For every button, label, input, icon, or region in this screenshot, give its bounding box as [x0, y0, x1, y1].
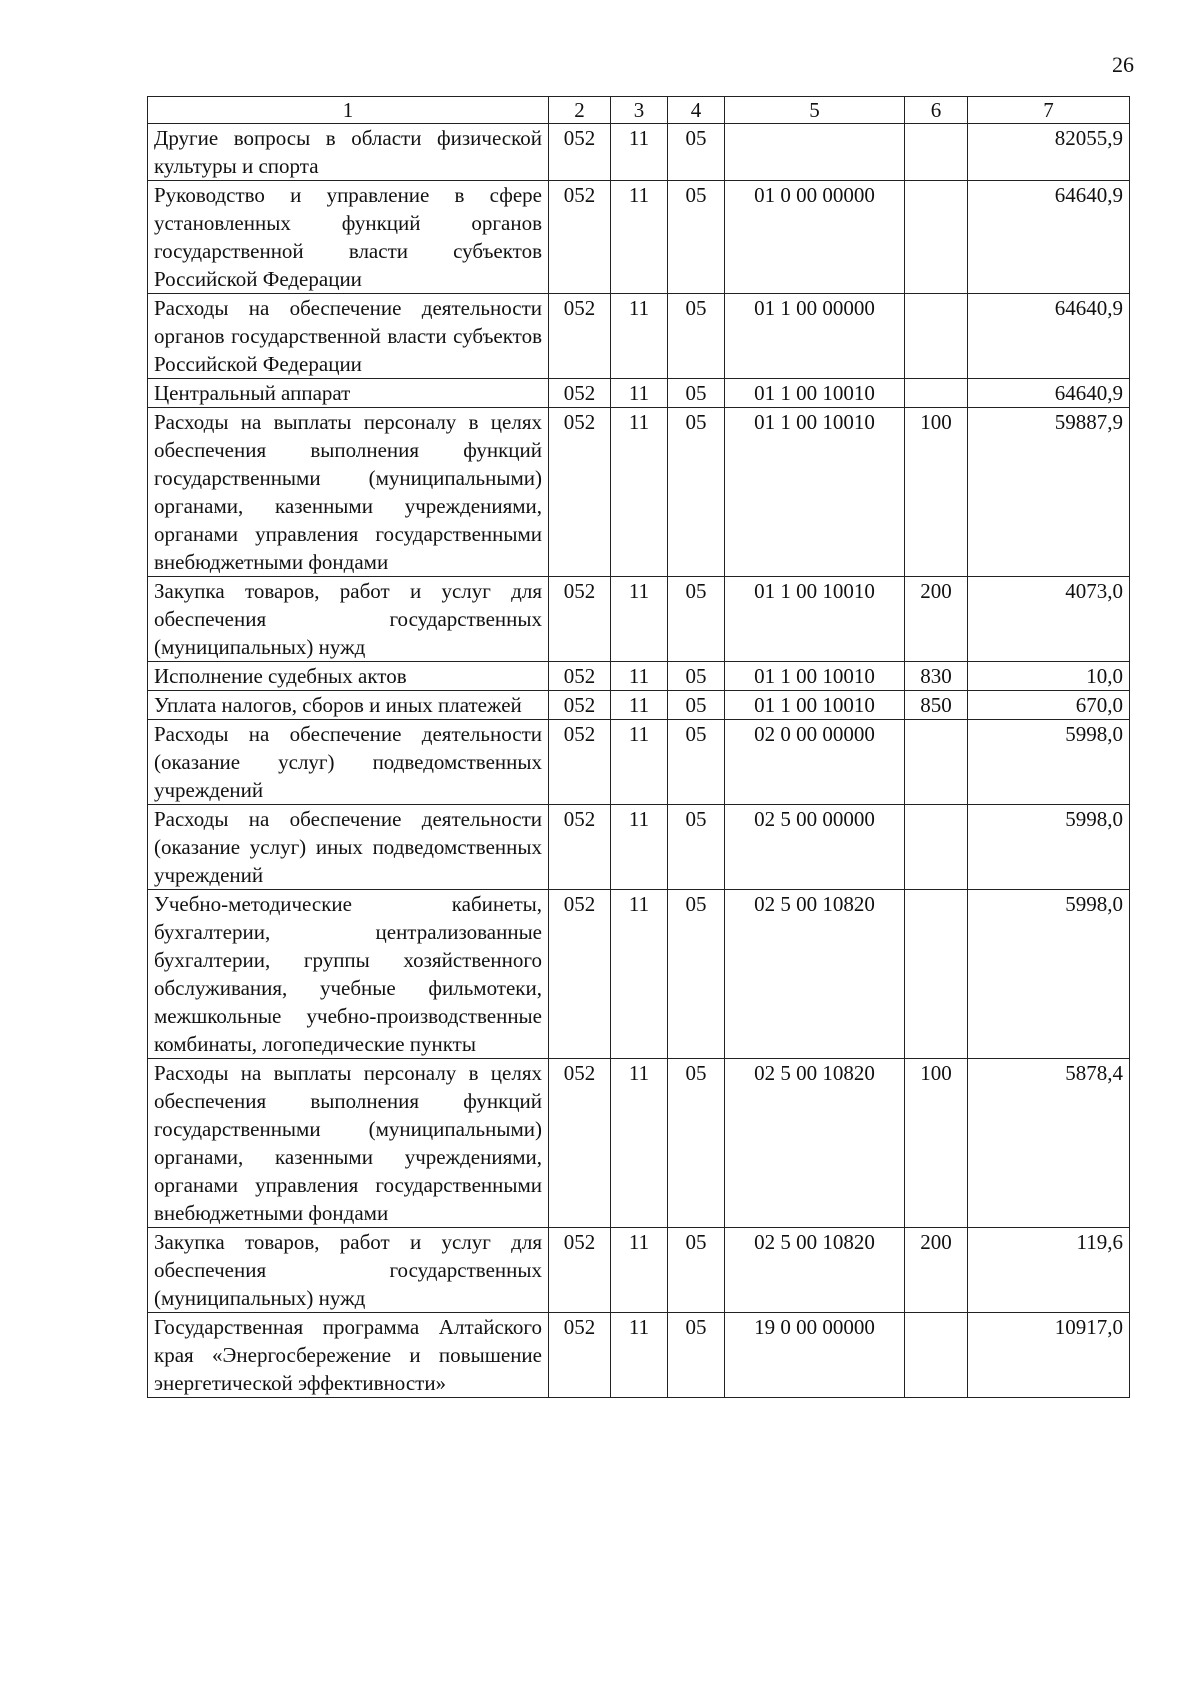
table-row	[148, 662, 1130, 691]
row-ved: 052	[549, 662, 611, 691]
row-name: Расходы на обеспечение деятельности (оказание услуг) иных подведомственных учреждений	[148, 805, 549, 890]
row-rz: 11	[611, 1228, 668, 1313]
row-name: Другие вопросы в области физической культуры и спорта	[148, 124, 549, 181]
row-vr	[905, 294, 968, 379]
row-vr: 200	[905, 1228, 968, 1313]
header-col-2: 2	[549, 97, 611, 124]
table-body	[148, 124, 1130, 1398]
row-pr: 05	[668, 805, 725, 890]
row-csr	[725, 124, 905, 181]
table-row	[148, 691, 1130, 720]
table-row	[148, 379, 1130, 408]
row-vr	[905, 379, 968, 408]
row-pr: 05	[668, 294, 725, 379]
row-pr: 05	[668, 1313, 725, 1398]
row-name: Исполнение судебных актов	[148, 662, 549, 691]
row-ved: 052	[549, 805, 611, 890]
row-csr: 01 1 00 10010	[725, 691, 905, 720]
row-vr: 200	[905, 577, 968, 662]
page-number: 26	[1112, 52, 1134, 77]
row-ved: 052	[549, 577, 611, 662]
table-row	[148, 294, 1130, 379]
row-rz: 11	[611, 691, 668, 720]
row-name: Расходы на выплаты персоналу в целях обеспечения выполнения функций государственными (муниципальными) органами, казенными учреждениями, органами управления государственными внебюджетными фондами	[148, 1059, 549, 1228]
table-row	[148, 1059, 1130, 1228]
row-name: Расходы на обеспечение деятельности (оказание услуг) подведомственных учреждений	[148, 720, 549, 805]
row-csr: 01 1 00 10010	[725, 577, 905, 662]
row-rz: 11	[611, 181, 668, 294]
table-row	[148, 181, 1130, 294]
header-col-1: 1	[148, 97, 549, 124]
row-sum: 82055,9	[968, 124, 1130, 181]
row-ved: 052	[549, 294, 611, 379]
row-vr: 850	[905, 691, 968, 720]
row-name: Закупка товаров, работ и услуг для обеспечения государственных (муниципальных) нужд	[148, 1228, 549, 1313]
row-sum: 64640,9	[968, 379, 1130, 408]
row-pr: 05	[668, 662, 725, 691]
row-vr: 830	[905, 662, 968, 691]
row-vr	[905, 124, 968, 181]
row-csr: 02 5 00 10820	[725, 1228, 905, 1313]
row-rz: 11	[611, 577, 668, 662]
row-rz: 11	[611, 1059, 668, 1228]
row-sum: 64640,9	[968, 294, 1130, 379]
row-ved: 052	[549, 1313, 611, 1398]
row-ved: 052	[549, 181, 611, 294]
row-csr: 02 5 00 10820	[725, 890, 905, 1059]
row-name: Расходы на обеспечение деятельности органов государственной власти субъектов Российской Федерации	[148, 294, 549, 379]
row-ved: 052	[549, 1059, 611, 1228]
row-pr: 05	[668, 1228, 725, 1313]
table-row	[148, 720, 1130, 805]
row-pr: 05	[668, 408, 725, 577]
row-rz: 11	[611, 379, 668, 408]
table-row	[148, 124, 1130, 181]
row-name: Закупка товаров, работ и услуг для обеспечения государственных (муниципальных) нужд	[148, 577, 549, 662]
header-col-6: 6	[905, 97, 968, 124]
row-rz: 11	[611, 890, 668, 1059]
row-name: Уплата налогов, сборов и иных платежей	[148, 691, 549, 720]
row-rz: 11	[611, 805, 668, 890]
header-col-5: 5	[725, 97, 905, 124]
row-vr	[905, 890, 968, 1059]
row-csr: 02 5 00 10820	[725, 1059, 905, 1228]
row-csr: 01 0 00 00000	[725, 181, 905, 294]
row-vr: 100	[905, 408, 968, 577]
table-row	[148, 890, 1130, 1059]
row-sum: 5998,0	[968, 805, 1130, 890]
table-header	[148, 97, 1130, 124]
row-vr	[905, 181, 968, 294]
row-sum: 59887,9	[968, 408, 1130, 577]
row-csr: 01 1 00 10010	[725, 408, 905, 577]
row-rz: 11	[611, 124, 668, 181]
table-row	[148, 1313, 1130, 1398]
row-ved: 052	[549, 379, 611, 408]
row-name: Учебно-методические кабинеты, бухгалтерии, централизованные бухгалтерии, группы хозяйственного обслуживания, учебные фильмотеки, межшкольные учебно-производственные комбинаты, логопедические пункты	[148, 890, 549, 1059]
row-pr: 05	[668, 124, 725, 181]
row-pr: 05	[668, 720, 725, 805]
row-sum: 670,0	[968, 691, 1130, 720]
row-ved: 052	[549, 408, 611, 577]
row-name: Государственная программа Алтайского края «Энергосбережение и повышение энергетической эффективности»	[148, 1313, 549, 1398]
row-csr: 19 0 00 00000	[725, 1313, 905, 1398]
row-name: Расходы на выплаты персоналу в целях обеспечения выполнения функций государственными (муниципальными) органами, казенными учреждениями, органами управления государственными внебюджетными фондами	[148, 408, 549, 577]
table-row	[148, 408, 1130, 577]
row-sum: 5998,0	[968, 890, 1130, 1059]
row-ved: 052	[549, 720, 611, 805]
row-pr: 05	[668, 890, 725, 1059]
row-rz: 11	[611, 662, 668, 691]
row-ved: 052	[549, 890, 611, 1059]
row-rz: 11	[611, 720, 668, 805]
header-col-7: 7	[968, 97, 1130, 124]
row-rz: 11	[611, 408, 668, 577]
table-row	[148, 577, 1130, 662]
table-row	[148, 805, 1130, 890]
header-row	[148, 97, 1130, 124]
row-pr: 05	[668, 1059, 725, 1228]
row-csr: 01 1 00 10010	[725, 662, 905, 691]
row-csr: 02 0 00 00000	[725, 720, 905, 805]
row-ved: 052	[549, 1228, 611, 1313]
row-rz: 11	[611, 294, 668, 379]
row-pr: 05	[668, 181, 725, 294]
table-row	[148, 1228, 1130, 1313]
row-vr: 100	[905, 1059, 968, 1228]
row-name: Центральный аппарат	[148, 379, 549, 408]
header-col-3: 3	[611, 97, 668, 124]
row-ved: 052	[549, 124, 611, 181]
row-csr: 01 1 00 10010	[725, 379, 905, 408]
row-sum: 5878,4	[968, 1059, 1130, 1228]
row-sum: 4073,0	[968, 577, 1130, 662]
row-sum: 119,6	[968, 1228, 1130, 1313]
row-ved: 052	[549, 691, 611, 720]
row-rz: 11	[611, 1313, 668, 1398]
row-vr	[905, 1313, 968, 1398]
row-sum: 10,0	[968, 662, 1130, 691]
row-pr: 05	[668, 379, 725, 408]
row-pr: 05	[668, 691, 725, 720]
row-pr: 05	[668, 577, 725, 662]
row-sum: 10917,0	[968, 1313, 1130, 1398]
row-sum: 64640,9	[968, 181, 1130, 294]
row-sum: 5998,0	[968, 720, 1130, 805]
row-name: Руководство и управление в сфере установленных функций органов государственной власти субъектов Российской Федерации	[148, 181, 549, 294]
header-col-4: 4	[668, 97, 725, 124]
row-csr: 02 5 00 00000	[725, 805, 905, 890]
budget-table	[147, 96, 1130, 1398]
row-csr: 01 1 00 00000	[725, 294, 905, 379]
row-vr	[905, 805, 968, 890]
row-vr	[905, 720, 968, 805]
